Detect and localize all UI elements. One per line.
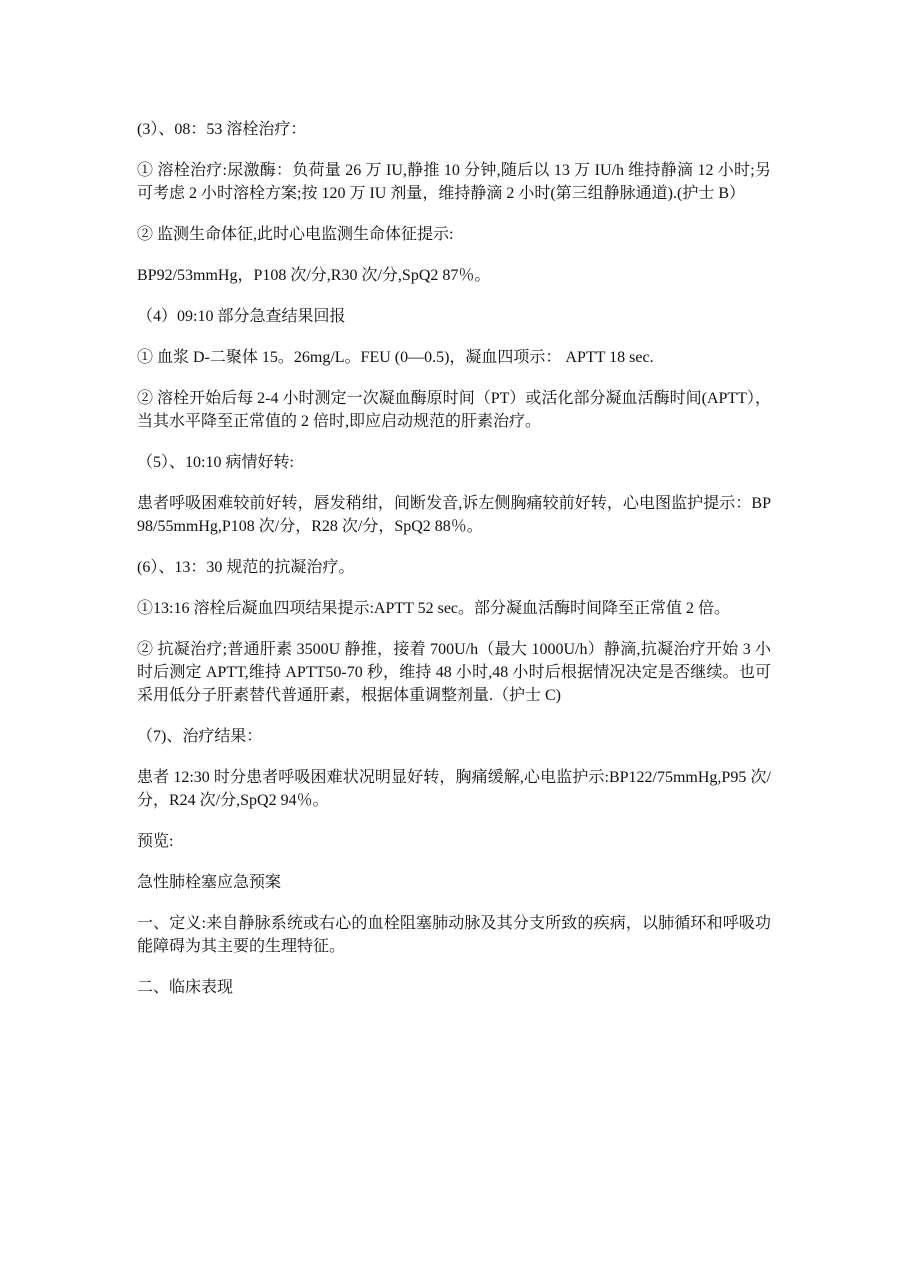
section-heading-clinical-manifestation: 二、临床表现	[137, 979, 234, 996]
section-heading-anticoagulation: (6）、13：30 规范的抗凝治疗。	[137, 559, 355, 576]
paragraph-definition: 一、定义:来自静脉系统或右心的血栓阻塞肺动脉及其分支所致的疾病，以肺循环和呼吸功能障碍为其主要的生理特征。	[137, 915, 771, 955]
paragraph-pt-aptt-monitoring: ② 溶栓开始后每 2-4 小时测定一次凝血酶原时间（PT）或活化部分凝血活酶时间(APTT），当其水平降至正常值的 2 倍时,即应启动规范的肝素治疗。	[137, 390, 771, 430]
section-heading-lab-results: （4）09:10 部分急查结果回报	[137, 308, 346, 325]
paragraph-d-dimer: ① 血浆 D-二聚体 15。26mg/L。FEU (0—0.5)，凝血四项示： APTT 18 sec.	[137, 349, 654, 366]
paragraph-heparin-therapy: ② 抗凝治疗;普通肝素 3500U 静推，接着 700U/h（最大 1000U/h）静滴,抗凝治疗开始 3 小时后测定 APTT,维持 APTT50-70 秒，维持 48 小时,48 小时后根据情况决定是否继续。也可采用低分子肝素替代普通肝素，根据体重调整剂量.（护士 C)	[137, 641, 771, 704]
paragraph-treatment-result: 患者 12:30 时分患者呼吸困难状况明显好转，胸痛缓解,心电监护示:BP122/75mmHg,P95 次/分，R24 次/分,SpQ2 94％。	[137, 769, 771, 809]
section-heading-treatment-result: （7)、治疗结果：	[137, 728, 263, 745]
section-heading-thrombolysis: (3）、08：53 溶栓治疗：	[137, 121, 307, 138]
paragraph-plan-title: 急性肺栓塞应急预案	[137, 874, 282, 891]
paragraph-monitor-vitals: ② 监测生命体征,此时心电监测生命体征提示:	[137, 226, 454, 243]
paragraph-post-thrombolysis-coag: ①13:16 溶栓后凝血四项结果提示:APTT 52 sec。部分凝血活酶时间降至正常值 2 倍。	[137, 600, 731, 617]
document-body	[137, 118, 771, 1017]
paragraph-patient-improvement: 患者呼吸困难较前好转，唇发稍绀，间断发音,诉左侧胸痛较前好转，心电图监护提示：BP98/55mmHg,P108 次/分，R28 次/分，SpQ2 88％。	[137, 495, 771, 535]
paragraph-vitals-values: BP92/53mmHg，P108 次/分,R30 次/分,SpQ2 87％。	[137, 267, 491, 284]
paragraph-preview-label: 预览:	[137, 833, 174, 850]
section-heading-improvement: （5）、10:10 病情好转:	[137, 454, 294, 471]
paragraph-thrombolysis-urokinase: ① 溶栓治疗:尿激酶：负荷量 26 万 IU,静推 10 分钟,随后以 13 万 IU/h 维持静滴 12 小时;另可考虑 2 小时溶栓方案;按 120 万 IU 剂量，维持静滴 2 小时(第三组静脉通道).(护士 B）	[137, 162, 771, 202]
